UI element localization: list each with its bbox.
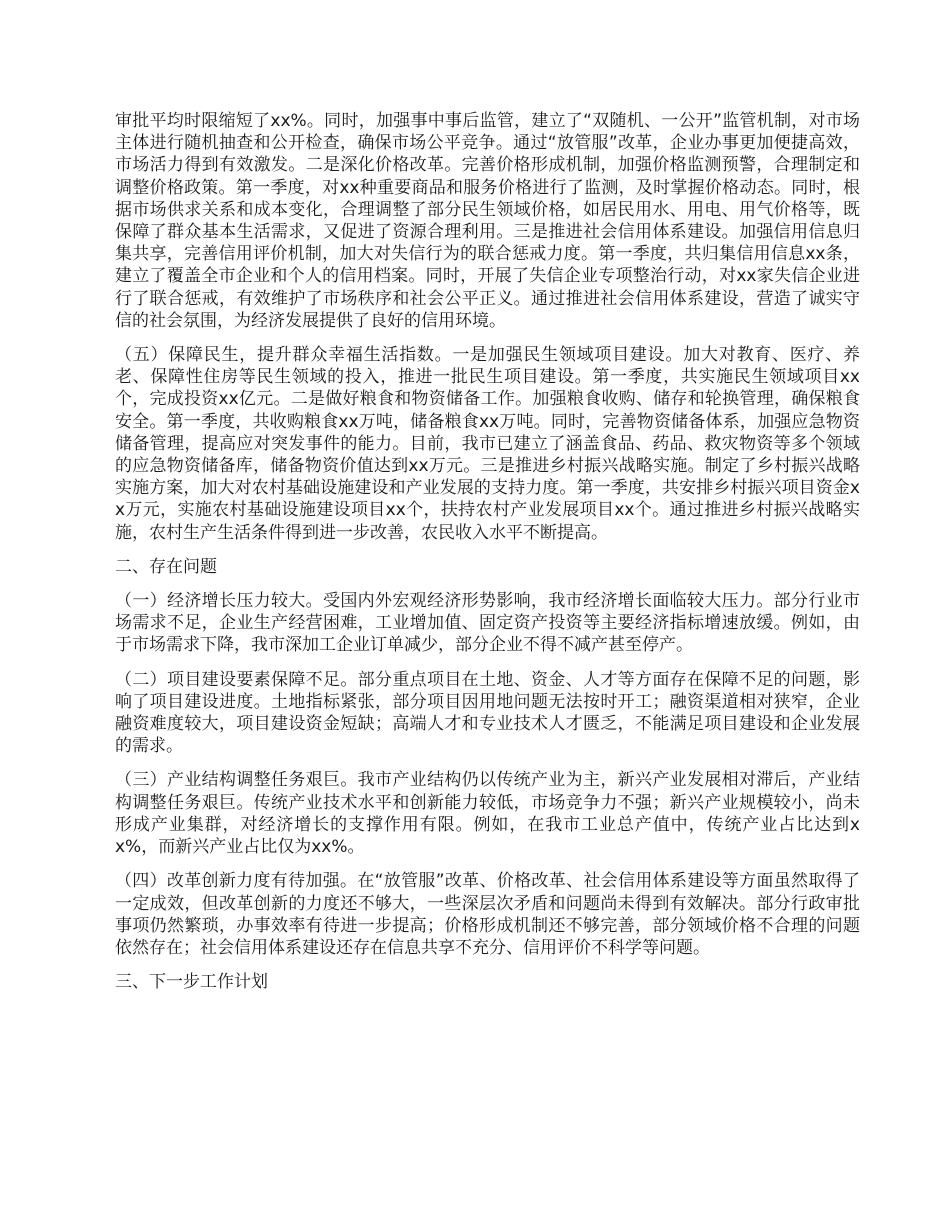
paragraph-livelihood: （五）保障民生，提升群众幸福生活指数。一是加强民生领域项目建设。加大对教育、医疗、养老、保障性住房等民生领域的投入，推进一批民生项目建设。第一季度，共实施民生领域项目xx个，完成投资xx亿元。二是做好粮食和物资储备工作。加强粮食收购、储存和轮换管理，确保粮食安全。第一季度，共收购粮食xx万吨，储备粮食xx万吨。同时，完善物资储备体系，加强应急物资储备管理，提高应对突发事件的能力。目前，我市已建立了涵盖食品、药品、救灾物资等多个领域的应急物资储备库，储备物资价值达到xx万元。三是推进乡村振兴战略实施。制定了乡村振兴战略实施方案，加大对农村基础设施建设和产业发展的支持力度。第一季度，共安排乡村振兴项目资金xx万元，实施农村基础设施建设项目xx个，扶持农村产业发展项目xx个。通过推进乡村振兴战略实施，农村生产生活条件得到进一步改善，农民收入水平不断提高。 — [115, 345, 860, 543]
paragraph-market-reform: 审批平均时限缩短了xx%。同时，加强事中事后监管，建立了“双随机、一公开”监管机制，对市场主体进行随机抽查和公开检查，确保市场公平竞争。通过“放管服”改革，企业办事更加便捷高效，市场活力得到有效激发。二是深化价格改革。完善价格形成机制，加强价格监测预警，合理制定和调整价格政策。第一季度，对xx种重要商品和服务价格进行了监测，及时掌握价格动态。同时，根据市场供求关系和成本变化，合理调整了部分民生领域价格，如居民用水、用电、用气价格等，既保障了群众基本生活需求，又促进了资源合理利用。三是推进社会信用体系建设。加强信用信息归集共享，完善信用评价机制，加大对失信行为的联合惩戒力度。第一季度，共归集信用信息xx条，建立了覆盖全市企业和个人的信用档案。同时，开展了失信企业专项整治行动，对xx家失信企业进行了联合惩戒，有效维护了市场秩序和社会公平正义。通过推进社会信用体系建设，营造了诚实守信的社会氛围，为经济发展提供了良好的信用环境。 — [115, 111, 860, 331]
document-page — [115, 110, 860, 1005]
paragraph-problem-4: （四）改革创新力度有待加强。在“放管服”改革、价格改革、社会信用体系建设等方面虽然取得了一定成效，但改革创新的力度还不够大，一些深层次矛盾和问题尚未得到有效解决。部分行政审批事项仍然繁琐，办事效率有待进一步提高；价格形成机制还不够完善，部分领域价格不合理的问题依然存在；社会信用体系建设还存在信息共享不充分、信用评价不科学等问题。 — [115, 871, 860, 958]
paragraph-problem-2: （二）项目建设要素保障不足。部分重点项目在土地、资金、人才等方面存在保障不足的问题，影响了项目建设进度。土地指标紧张，部分项目因用地问题无法按时开工；融资渠道相对狭窄，企业融资难度较大，项目建设资金短缺；高端人才和专业技术人才匮乏，不能满足项目建设和企业发展的需求。 — [115, 669, 860, 757]
section-heading-next-steps: 三、下一步工作计划 — [115, 972, 268, 993]
paragraph-problem-3: （三）产业结构调整任务艰巨。我市产业结构仍以传统产业为主，新兴产业发展相对滞后，产业结构调整任务艰巨。传统产业技术水平和创新能力较低，市场竞争力不强；新兴产业规模较小，尚未形成产业集群，对经济增长的支撑作用有限。例如，在我市工业总产值中，传统产业占比达到xx%，而新兴产业占比仅为xx%。 — [115, 770, 860, 858]
section-heading-problems: 二、存在问题 — [115, 556, 217, 577]
paragraph-problem-1: （一）经济增长压力较大。受国内外宏观经济形势影响，我市经济增长面临较大压力。部分行业市场需求不足，企业生产经营困难，工业增加值、固定资产投资等主要经济指标增速放缓。例如，由于市场需求下降，我市深加工企业订单减少，部分企业不得不减产甚至停产。 — [115, 591, 860, 656]
